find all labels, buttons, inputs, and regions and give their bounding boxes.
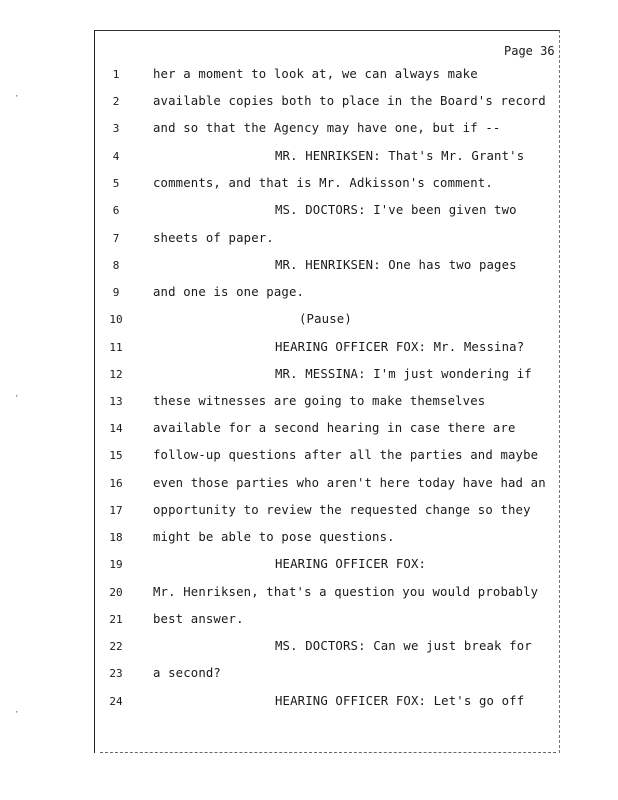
bottom-rule xyxy=(100,752,556,753)
line-number: 4 xyxy=(112,150,120,163)
line-number: 17 xyxy=(109,504,123,517)
line-text: even those parties who aren't here today have had an xyxy=(153,476,546,490)
line-number: 2 xyxy=(112,95,120,108)
line-number: 21 xyxy=(109,613,123,626)
line-text: HEARING OFFICER FOX: xyxy=(275,557,427,571)
margin-mark: · xyxy=(14,392,20,402)
line-number: 1 xyxy=(112,68,120,81)
line-number: 11 xyxy=(109,341,123,354)
line-number: 6 xyxy=(112,204,120,217)
line-text: a second? xyxy=(153,666,221,680)
line-number: 13 xyxy=(109,395,123,408)
line-text: MS. DOCTORS: Can we just break for xyxy=(275,639,532,653)
line-text: follow-up questions after all the parties and maybe xyxy=(153,448,539,462)
margin-mark: · xyxy=(14,708,20,718)
line-text: her a moment to look at, we can always make xyxy=(153,67,478,81)
line-text: (Pause) xyxy=(299,312,352,326)
line-number: 7 xyxy=(112,232,120,245)
line-number: 22 xyxy=(109,640,123,653)
line-number: 16 xyxy=(109,477,123,490)
line-text: available copies both to place in the Board's record xyxy=(153,94,546,108)
line-text: MR. HENRIKSEN: One has two pages xyxy=(275,258,517,272)
line-text: MS. DOCTORS: I've been given two xyxy=(275,203,517,217)
line-text: MR. HENRIKSEN: That's Mr. Grant's xyxy=(275,149,525,163)
line-number: 19 xyxy=(109,558,123,571)
line-number: 24 xyxy=(109,695,123,708)
line-number: 9 xyxy=(112,286,120,299)
line-number: 14 xyxy=(109,422,123,435)
line-text: HEARING OFFICER FOX: Let's go off xyxy=(275,694,525,708)
margin-mark: · xyxy=(14,92,20,102)
page-number: Page 36 xyxy=(504,44,555,58)
line-text: might be able to pose questions. xyxy=(153,530,395,544)
line-number: 10 xyxy=(109,313,123,326)
line-text: MR. MESSINA: I'm just wondering if xyxy=(275,367,532,381)
line-text: and one is one page. xyxy=(153,285,305,299)
line-text: sheets of paper. xyxy=(153,231,274,245)
line-number: 20 xyxy=(109,586,123,599)
line-number: 5 xyxy=(112,177,120,190)
line-number: 15 xyxy=(109,449,123,462)
line-number: 18 xyxy=(109,531,123,544)
line-number: 3 xyxy=(112,122,120,135)
line-text: available for a second hearing in case there are xyxy=(153,421,516,435)
line-text: comments, and that is Mr. Adkisson's comment. xyxy=(153,176,493,190)
line-text: these witnesses are going to make themselves xyxy=(153,394,486,408)
line-text: opportunity to review the requested change so they xyxy=(153,503,531,517)
line-text: Mr. Henriksen, that's a question you would probably xyxy=(153,585,539,599)
line-number: 12 xyxy=(109,368,123,381)
line-text: and so that the Agency may have one, but if -- xyxy=(153,121,501,135)
line-text: HEARING OFFICER FOX: Mr. Messina? xyxy=(275,340,525,354)
line-number: 8 xyxy=(112,259,120,272)
line-number: 23 xyxy=(109,667,123,680)
line-text: best answer. xyxy=(153,612,244,626)
